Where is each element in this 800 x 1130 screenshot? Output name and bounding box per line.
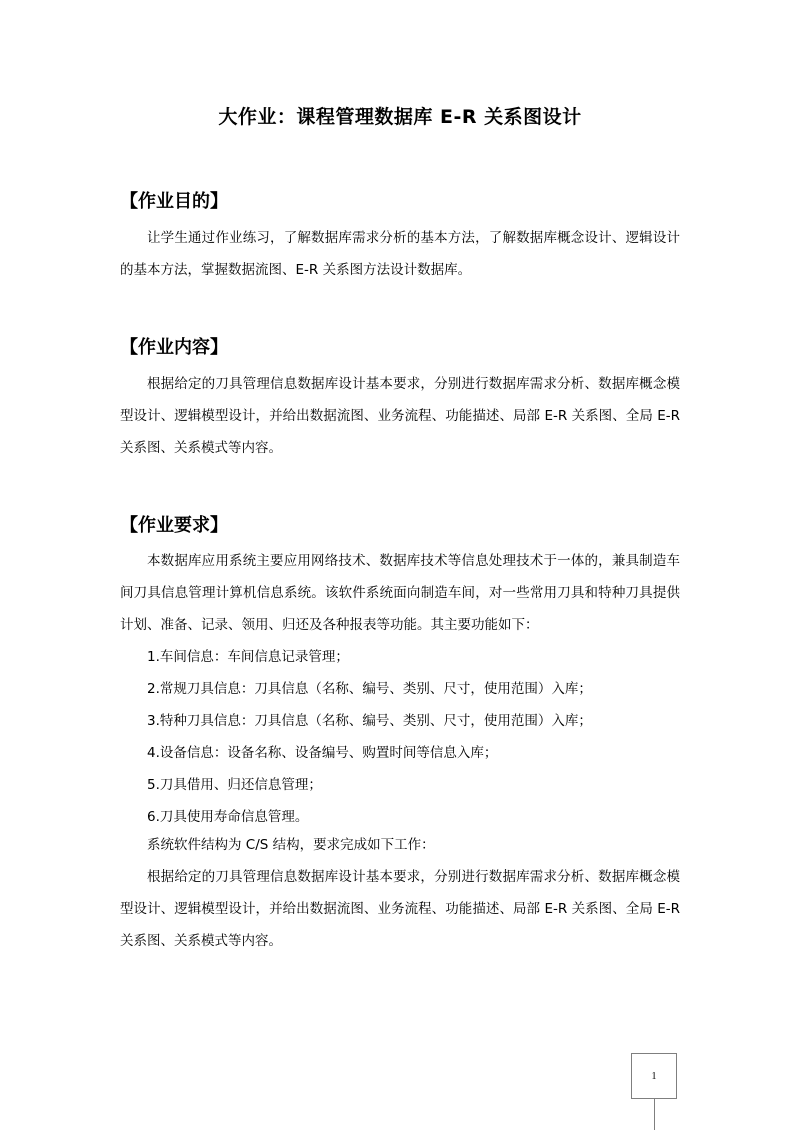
- requirements-closing-paragraph: 根据给定的刀具管理信息数据库设计基本要求，分别进行数据库需求分析、数据库概念模型设计、逻辑模型设计，并给出数据流图、业务流程、功能描述、局部 E-R 关系图、全局 E-R 关系图、关系模式等内容。: [120, 869, 680, 949]
- content-paragraph: 根据给定的刀具管理信息数据库设计基本要求，分别进行数据库需求分析、数据库概念模型设计、逻辑模型设计，并给出数据流图、业务流程、功能描述、局部 E-R 关系图、全局 E-R 关系图、关系模式等内容。: [120, 376, 680, 456]
- structure-line: 系统软件结构为 C/S 结构，要求完成如下工作：: [147, 837, 435, 853]
- section-heading-requirements: 【作业要求】: [120, 515, 228, 536]
- function-item-1: 1.车间信息：车间信息记录管理；: [147, 649, 349, 665]
- page-number: 1: [651, 1070, 657, 1082]
- section-heading-content: 【作业内容】: [120, 337, 228, 358]
- section-heading-purpose: 【作业目的】: [120, 191, 228, 212]
- function-item-3: 3.特种刀具信息：刀具信息（名称、编号、类别、尺寸，使用范围）入库；: [147, 713, 592, 729]
- page-number-connector-line: [654, 1099, 655, 1130]
- function-item-6: 6.刀具使用寿命信息管理。: [147, 809, 309, 825]
- function-item-5: 5.刀具借用、归还信息管理；: [147, 777, 322, 793]
- page-title: 大作业：课程管理数据库 E-R 关系图设计: [218, 106, 582, 128]
- purpose-paragraph: 让学生通过作业练习，了解数据库需求分析的基本方法，了解数据库概念设计、逻辑设计的基本方法，掌握数据流图、E-R 关系图方法设计数据库。: [120, 230, 680, 278]
- function-item-4: 4.设备信息：设备名称、设备编号、购置时间等信息入库；: [147, 745, 498, 761]
- function-item-2: 2.常规刀具信息：刀具信息（名称、编号、类别、尺寸，使用范围）入库；: [147, 681, 592, 697]
- page-number-box: [631, 1053, 677, 1099]
- requirements-intro-paragraph: 本数据库应用系统主要应用网络技术、数据库技术等信息处理技术于一体的，兼具制造车间刀具信息管理计算机信息系统。该软件系统面向制造车间，对一些常用刀具和特种刀具提供计划、准备、记录、领用、归还及各种报表等功能。其主要功能如下：: [120, 553, 680, 633]
